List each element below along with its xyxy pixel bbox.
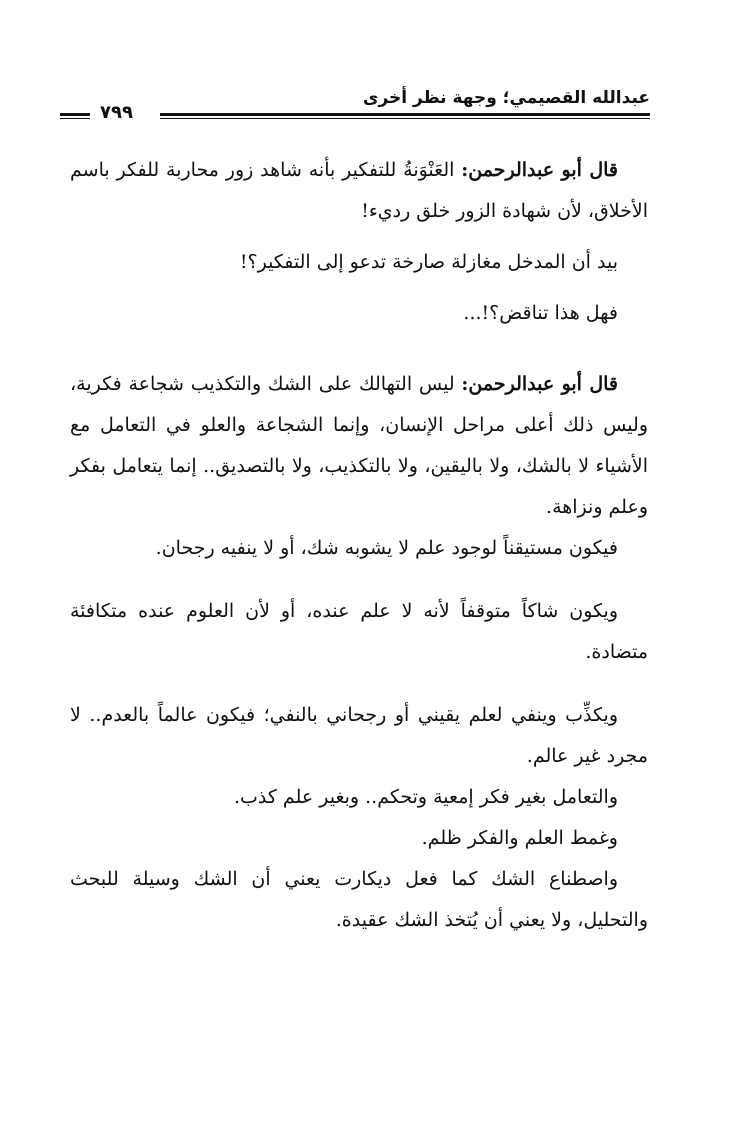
header-title: عبدالله القصيمي؛ وجهة نظر أخرى — [362, 88, 650, 108]
paragraph-8 — [70, 777, 648, 818]
paragraph-9 — [70, 818, 648, 859]
paragraph-10 — [70, 859, 648, 941]
paragraph-text: فهل هذا تناقض؟!... — [463, 302, 618, 324]
speaker-label: قال أبو عبدالرحمن: — [461, 159, 618, 181]
paragraph-1 — [70, 150, 648, 232]
paragraph-text: العَنْوَنةُ للتفكير بأنه شاهد زور محاربة للفكر باسم الأخلاق، لأن شهادة الزور خلق رديء! — [70, 159, 648, 222]
paragraph-text: وغمط العلم والفكر ظلم. — [421, 827, 618, 849]
speaker-label: قال أبو عبدالرحمن: — [461, 373, 618, 395]
paragraph-text: واصطناع الشك كما فعل ديكارت يعني أن الشك وسيلة للبحث والتحليل، ولا يعني أن يُتخذ الشك عقيدة. — [70, 868, 648, 931]
paragraph-6 — [70, 591, 648, 673]
header-rule — [160, 113, 650, 119]
paragraph-text: فيكون مستيقناً لوجود علم لا يشوبه شك، أو لا ينفيه رجحان. — [155, 537, 618, 559]
paragraph-text: والتعامل بغير فكر إمعية وتحكم.. وبغير علم كذب. — [233, 786, 618, 808]
running-header — [60, 86, 650, 126]
paragraph-text: ويكذِّب وينفي لعلم يقيني أو رجحاني بالنفي؛ فيكون عالماً بالعدم.. لا مجرد غير عالم. — [70, 704, 648, 767]
paragraph-7 — [70, 695, 648, 777]
paragraph-text: بيد أن المدخل مغازلة صارخة تدعو إلى التفكير؟! — [239, 251, 618, 273]
body-text — [70, 150, 648, 941]
paragraph-4 — [70, 364, 648, 528]
paragraph-3 — [70, 293, 648, 334]
paragraph-2 — [70, 242, 648, 283]
paragraph-text: ليس التهالك على الشك والتكذيب شجاعة فكرية، وليس ذلك أعلى مراحل الإنسان، وإنما الشجاعة والعلو في التعامل مع الأشياء لا بالشك، ولا باليقين، ولا بالتكذيب، ولا بالتصديق.. إنما يتعامل بفكر وعلم ونزاهة. — [70, 373, 648, 518]
paragraph-5 — [70, 528, 648, 569]
page-number: ٧٩٩ — [100, 102, 133, 123]
paragraph-text: ويكون شاكاً متوقفاً لأنه لا علم عنده، أو لأن العلوم عنده متكافئة متضادة. — [70, 600, 648, 663]
header-rule-short — [60, 113, 90, 119]
